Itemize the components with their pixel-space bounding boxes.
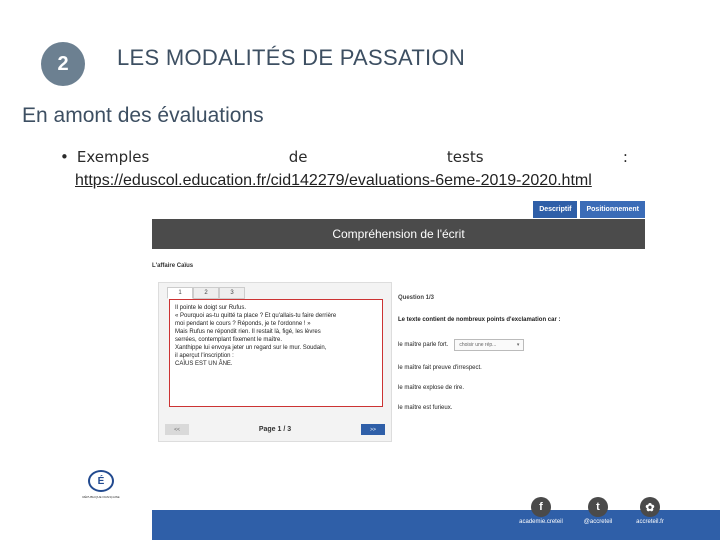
question-title: Question 1/3: [398, 295, 435, 301]
evaluation-screenshot: [152, 197, 645, 447]
social-label: @accreteil: [583, 519, 613, 525]
prev-page-button[interactable]: <<: [165, 424, 189, 435]
facebook-icon: f: [531, 497, 551, 517]
pager-tab-2[interactable]: 2: [193, 287, 219, 299]
answer-select[interactable]: [454, 339, 524, 351]
bullet-word-1: Exemples: [76, 148, 150, 166]
screenshot-header: Compréhension de l'écrit: [152, 219, 645, 249]
text-panel: [158, 282, 392, 442]
page-indicator: Page 1 / 3: [258, 426, 292, 433]
website-icon: ✿: [640, 497, 660, 517]
social-label: accreteil.fr: [636, 519, 664, 525]
answer-option-label: le maître fait preuve d'irrespect.: [398, 365, 482, 371]
question-instruction: Le texte contient de nombreux points d'exclamation car :: [398, 317, 561, 323]
passage-text: Il pointe le doigt sur Rufus. « Pourquoi as-tu quitté ta place ? Et qu'allais-tu faire derrière moi pendant le cours ? Réponds, je te l'ordonne ! » Mais Rufus ne répondit rien. Il restait là, figé, les lèvres serrées, contemplant fixement le maître. Xanthippe lui envoya jeter un regard sur le mur. Soudain, il aperçut l'inscription : CAÏUS EST UN ÂNE.: [175, 305, 337, 367]
screenshot-tabs: [533, 201, 645, 218]
eduscol-link[interactable]: https://eduscol.education.fr/cid142279/evaluations-6eme-2019-2020.html: [75, 172, 592, 189]
next-page-button[interactable]: >>: [361, 424, 385, 435]
question-area: [398, 295, 643, 425]
tab-positionnement[interactable]: Positionnement: [580, 201, 645, 218]
twitter-icon: t: [588, 497, 608, 517]
social-website[interactable]: [615, 497, 685, 525]
section-heading: En amont des évaluations: [22, 104, 264, 127]
bullet-word-2: de: [288, 148, 308, 166]
social-label: academie.creteil: [519, 519, 563, 525]
pager-tabs: [167, 287, 245, 299]
page-navigation: [165, 424, 385, 435]
logo-caption: RÉPUBLIQUE FRANÇAISE: [82, 495, 120, 499]
answer-option-label: le maître parle fort.: [398, 342, 449, 348]
reading-passage: [169, 299, 383, 407]
slide-title: LES MODALITÉS DE PASSATION: [117, 45, 466, 70]
bullet-word-3: tests: [446, 148, 484, 166]
pager-tab-1[interactable]: 1: [167, 287, 193, 299]
answer-option: [398, 385, 643, 391]
bullet-line: [60, 148, 628, 166]
bullet-word-4: :: [622, 148, 628, 166]
ministry-logo: [66, 470, 136, 540]
tab-descriptif[interactable]: Descriptif: [533, 201, 577, 218]
answer-option: [398, 339, 643, 351]
select-placeholder: choisir une rép...: [459, 342, 497, 348]
bullet-marker: •: [60, 148, 69, 166]
slide-number-badge: 2: [41, 42, 85, 86]
answer-option-label: le maître explose de rire.: [398, 385, 465, 391]
answer-option: [398, 365, 643, 371]
pager-tab-3[interactable]: 3: [219, 287, 245, 299]
answer-option-label: le maître est furieux.: [398, 405, 453, 411]
chevron-down-icon: ▾: [516, 342, 520, 348]
marianne-logo-icon: É: [88, 470, 114, 492]
text-title: L'affaire Caïus: [152, 263, 194, 269]
answer-option: [398, 405, 643, 411]
